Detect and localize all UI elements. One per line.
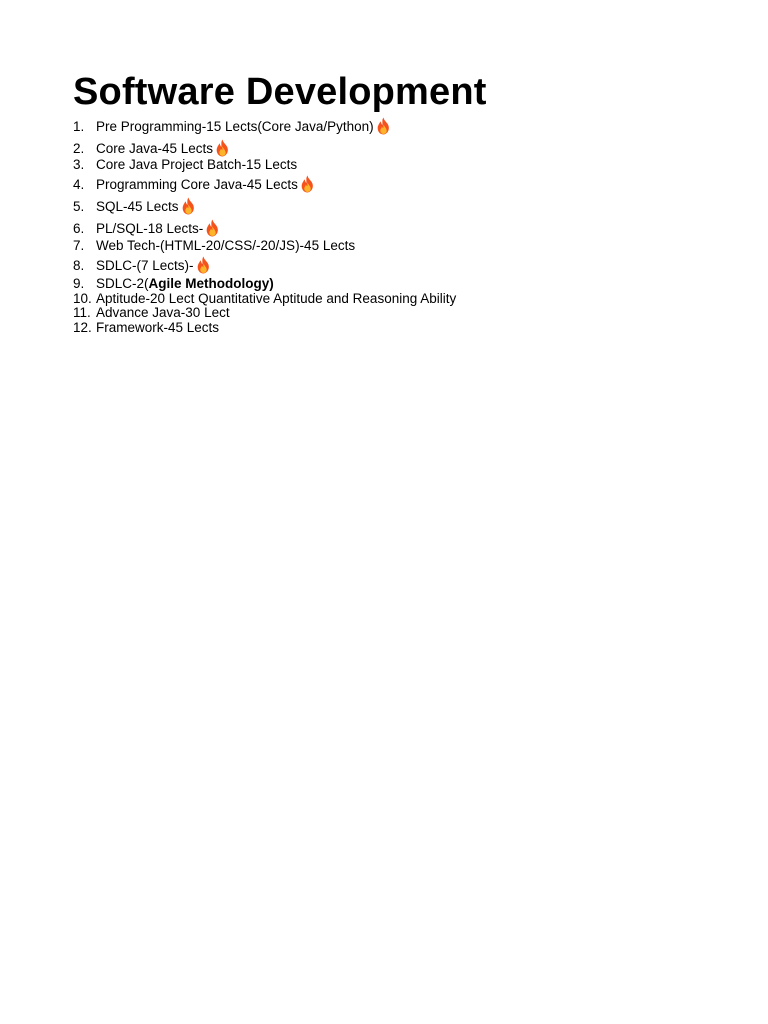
list-item-number: 5.: [73, 199, 85, 214]
fire-icon: [204, 219, 221, 237]
list-item-text: Core Java-45 Lects: [96, 141, 214, 156]
list-item-number: 2.: [73, 141, 85, 156]
fire-icon: [195, 256, 212, 274]
fire-icon: [375, 117, 392, 135]
list-item-number: 3.: [73, 157, 85, 172]
list-item-text: Advance Java-30 Lect: [96, 305, 230, 320]
list-item: [73, 256, 212, 274]
list-item-text: SQL-45 Lects: [96, 199, 179, 214]
list-item-bold-text: Agile Methodology): [148, 276, 274, 291]
list-item-number: 10.: [73, 291, 92, 306]
fire-icon: [180, 197, 197, 215]
list-item-number: 11.: [73, 305, 91, 320]
list-item-text: Programming Core Java-45 Lects: [96, 177, 298, 192]
list-item-number: 8.: [73, 258, 85, 273]
list-item: [73, 219, 221, 237]
list-item: [73, 117, 392, 135]
list-item-number: 4.: [73, 177, 85, 192]
list-item: [73, 157, 297, 173]
list-item-text: SDLC-2(: [96, 276, 149, 291]
list-item: [73, 238, 355, 254]
list-item: [73, 320, 219, 336]
list-item-number: 7.: [73, 238, 85, 253]
list-item-number: 9.: [73, 276, 85, 291]
list-item-text: Web Tech-(HTML-20/CSS/-20/JS)-45 Lects: [96, 238, 356, 253]
list-item-number: 6.: [73, 221, 85, 236]
list-item-number: 1.: [73, 119, 85, 134]
list-item: [73, 276, 274, 292]
list-item: [73, 175, 316, 193]
list-item: [73, 305, 230, 321]
list-item-number: 12.: [73, 320, 92, 335]
list-item-text: Core Java Project Batch-15 Lects: [96, 157, 298, 172]
list-item-text: PL/SQL-18 Lects-: [96, 221, 204, 236]
page-title: Software Development: [73, 71, 487, 113]
fire-icon: [214, 139, 231, 157]
fire-icon: [299, 175, 316, 193]
list-item: [73, 139, 231, 157]
list-item-text: Framework-45 Lects: [96, 320, 220, 335]
list-item-text: SDLC-(7 Lects)-: [96, 258, 194, 273]
list-item: [73, 197, 197, 215]
list-item-text: Pre Programming-15 Lects(Core Java/Python): [96, 119, 374, 134]
list-item-text: Aptitude-20 Lect Quantitative Aptitude and Reasoning Ability: [96, 291, 457, 306]
